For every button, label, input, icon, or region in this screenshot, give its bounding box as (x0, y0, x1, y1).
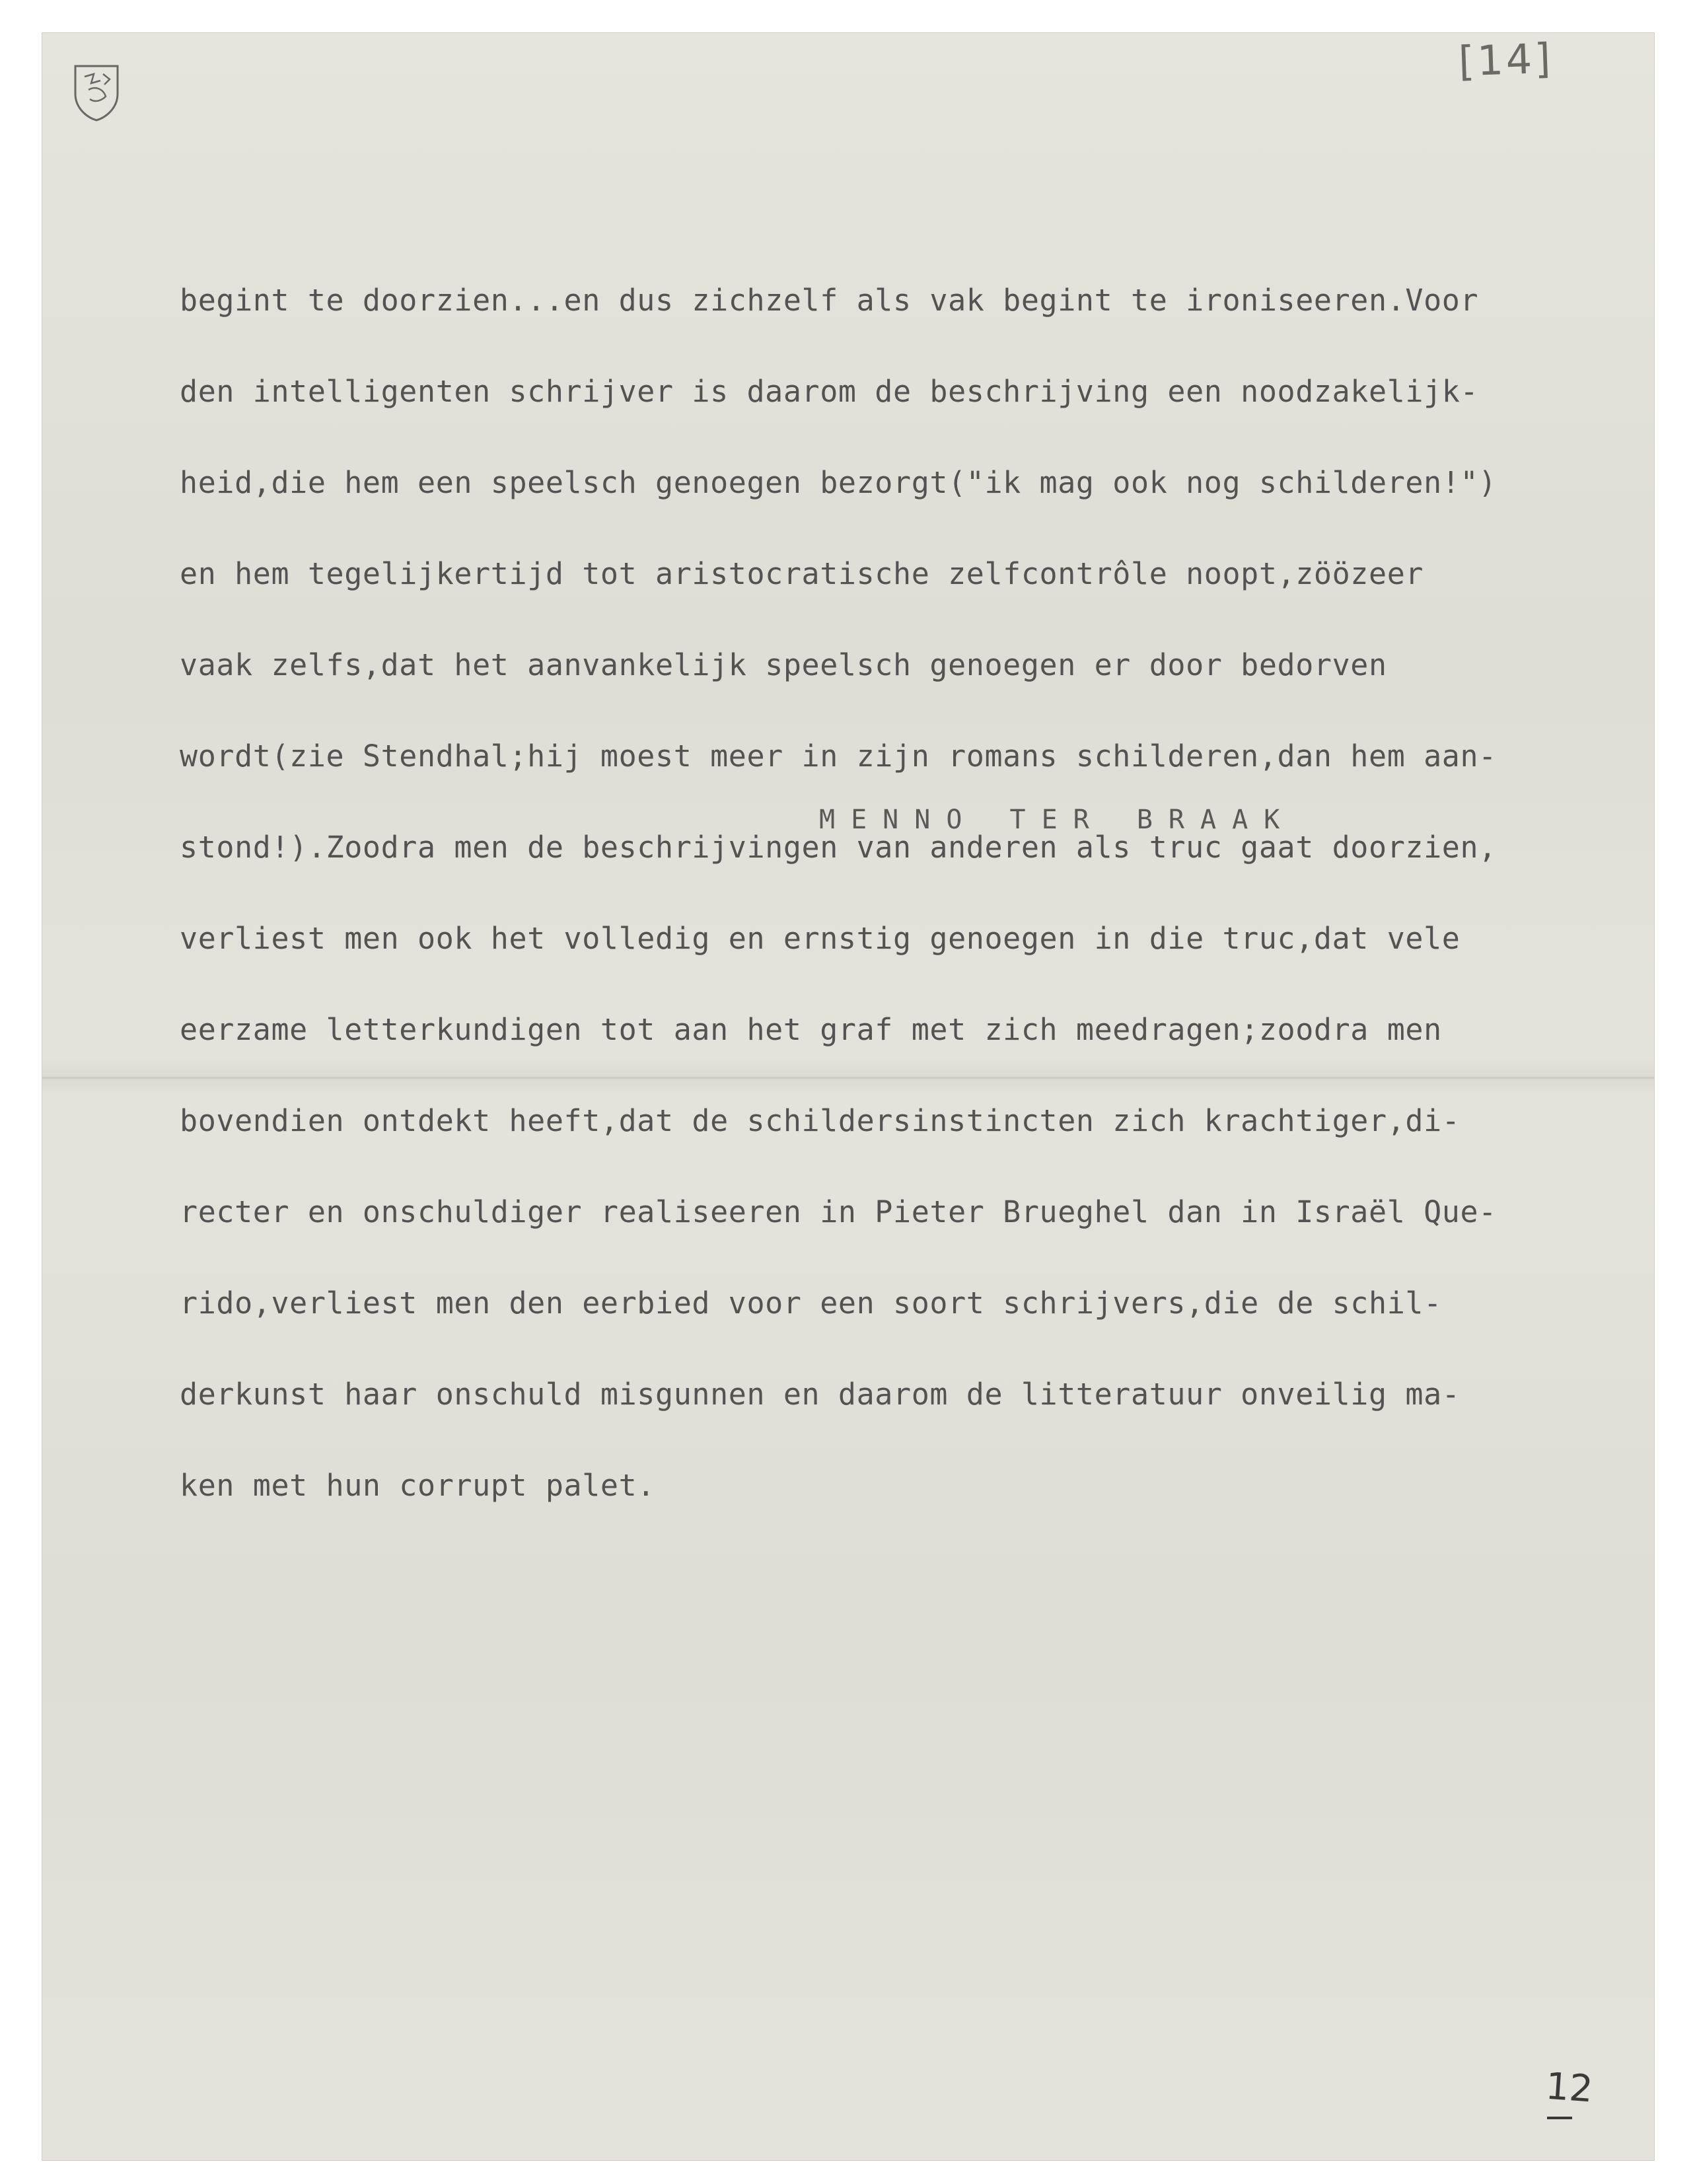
text-line: begint te doorzien...en dus zichzelf als vak begint te ironiseeren.Voor (180, 283, 1479, 318)
text-line: en hem tegelijkertijd tot aristocratische zelfcontrôle noopt,zöözeer (180, 556, 1424, 591)
archive-page-reference: [14] (1457, 34, 1554, 86)
text-line: wordt(zie Stendhal;hij moest meer in zijn romans schilderen,dan hem aan- (180, 739, 1497, 774)
author-signature: MENNO TER BRAAK (819, 805, 1296, 835)
typed-body-text (180, 225, 1673, 1531)
text-line: verliest men ook het volledig en ernstig genoegen in die truc,dat vele (180, 921, 1461, 956)
page-number-underline (1547, 2117, 1572, 2119)
text-line: eerzame letterkundigen tot aan het graf met zich meedragen;zoodra men (180, 1012, 1442, 1047)
text-line: rido,verliest men den eerbied voor een soort schrijvers,die de schil- (180, 1286, 1442, 1321)
handwritten-page-number: 12 (1544, 2064, 1595, 2111)
text-line: heid,die hem een speelsch genoegen bezorgt("ik mag ook nog schilderen!") (180, 465, 1497, 500)
text-line: bovendien ontdekt heeft,dat de schildersinstincten zich krachtiger,di- (180, 1103, 1461, 1138)
text-line: stond!).Zoodra men de beschrijvingen van anderen als truc gaat doorzien, (180, 830, 1497, 865)
text-line: ken met hun corrupt palet. (180, 1468, 655, 1503)
text-line: recter en onschuldiger realiseeren in Pieter Brueghel dan in Israël Que- (180, 1194, 1497, 1229)
text-line: derkunst haar onschuld misgunnen en daarom de litteratuur onveilig ma- (180, 1377, 1461, 1412)
text-line: den intelligenten schrijver is daarom de beschrijving een noodzakelijk- (180, 374, 1479, 409)
archive-crest-icon (71, 59, 122, 123)
text-line: vaak zelfs,dat het aanvankelijk speelsch genoegen er door bedorven (180, 647, 1387, 682)
